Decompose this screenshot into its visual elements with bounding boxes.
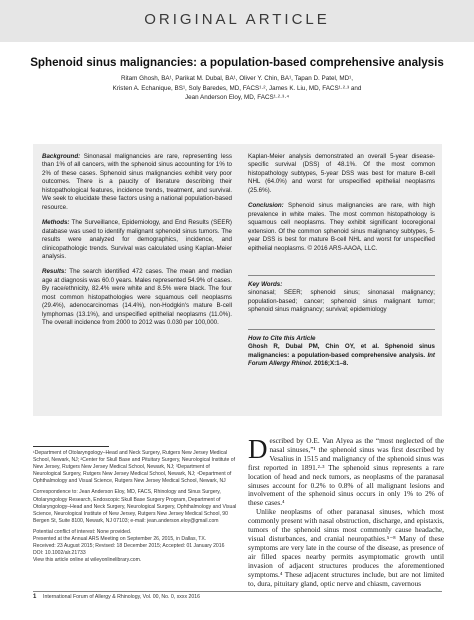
- abstract-conclusion: [248, 202, 435, 253]
- abstract-right-column: [248, 153, 435, 260]
- presented-note: Presented at the Annual ARS Meeting on September 26, 2015, in Dallas, TX.: [33, 536, 207, 543]
- body-paragraph-2: Unlike neoplasms of other paranasal sinuses, which most commonly present with nasal obstruction, discharge, and epistaxis, tumors of the sphenoid sinus most commonly cause headache, visual disturbances, and cranial neuropathies.⁵⁻⁸ Many of these symptoms are very late in the course of the disease, as presence of air filled spaces nearby permits asymptomatic growth until invasion of adjacent structures produces the aforementioned symptoms.⁴ These adjacent structures include, but are not limited to, dura, pituitary gland, optic nerve and chiasm, cavernous: [248, 507, 444, 588]
- body-paragraph-1: [248, 434, 444, 508]
- keywords-heading: Key Words:: [248, 281, 283, 288]
- author-line-3: Jean Anderson Eloy, MD, FACS¹·²·³·⁴: [184, 94, 290, 102]
- journal-footer: International Forum of Allergy & Rhinology, Vol. 00, No. 0, xxxx 2016: [43, 594, 201, 600]
- methods-heading: Methods:: [42, 219, 70, 227]
- conclusion-text: Sphenoid sinus malignancies are rare, with high prevalence in white males. The most common histopathology is squamous cell neoplasms. They exhibit significant locoregional extension. Of the common sphenoid sinus malignancy subtypes, 5-year DSS is best for mature B-cell NHL and worst for unspecified epithelial neoplasms. © 2016 ARS-AAOA, LLC.: [248, 202, 435, 252]
- online-note: View this article online at wileyonlinelibrary.com.: [33, 557, 142, 564]
- correspondence-note: Correspondence to: Jean Anderson Eloy, MD, FACS, Rhinology and Sinus Surgery, Otolaryngology Research, Endoscopic Skull Base Surgery Program, Department of Otolaryngology–Head and Neck Surgery, Neurological Surgery, Ophthalmology and Visual Science, Neurological Institute of New Jersey, Rutgers New Jersey Medical School, 90 Bergen St, Suite 8100, Newark, NJ 07103; e-mail: jean.anderson.eloy@gmail.com: [33, 489, 237, 524]
- citation-journal: Int Forum Allergy Rhinol.: [248, 351, 435, 368]
- received-note: Received: 23 August 2015; Revised: 18 December 2015; Accepted: 01 January 2016: [33, 543, 225, 550]
- footer-rule: [33, 591, 442, 592]
- citation-text: [248, 343, 435, 368]
- keywords-block: [248, 281, 435, 315]
- abstract-left-column: [42, 153, 232, 335]
- background-heading: Background:: [42, 153, 81, 160]
- results-text: The search identified 472 cases. The mean and median age at diagnosis was 60.0 years. Males represented 54.9% of cases. By race/ethnicity, 82.4% were white and 8.5% were black. The four most common histopathologies were squamous cell neoplasms (29.4%), adenocarcinomas (14.4%), non-Hodgkin's mature B-cell lymphomas (13.1%), and unspecified epithelial neoplasms (11.0%). The overall incidence from 2000 to 2012 was 0.030 per 100,000.: [42, 268, 232, 327]
- abstract-methods: [42, 219, 232, 261]
- author-line-1: Ritam Ghosh, BA¹, Parikat M. Dubal, BA¹, Oliver Y. Chin, BA¹, Tapan D. Patel, MD¹,: [120, 75, 354, 82]
- citation-authors: Ghosh R, Dubal PM, Chin OY, et al.: [248, 343, 379, 351]
- article-title: Sphenoid sinus malignancies: a population-based comprehensive analysis: [30, 56, 444, 69]
- citation-title: Sphenoid sinus malignancies: a population-based comprehensive analysis.: [248, 343, 435, 359]
- doi-note: DOI: 10.1002/alr.21733: [33, 550, 86, 557]
- methods-text: The Surveillance, Epidemiology, and End Results (SEER) database was used to identify malignant sphenoid sinus tumors. The results were analyzed for demographics, incidence, and clinicopathologic trends. Survival was calculated using Kaplan-Meier analysis.: [42, 219, 232, 260]
- citation-year: 2016;X:1–8.: [312, 360, 349, 368]
- footnotes-column: [33, 450, 238, 564]
- keywords-divider: [248, 275, 435, 276]
- conflict-note: Potential conflict of interest: None provided.: [33, 528, 132, 535]
- background-text: Sinonasal malignancies are rare, representing less than 1% of all cancers, with the sphenoid sinus accounting for 1% to 2% of these cases. Sphenoid sinus malignancies exhibit very poor outcomes. There is a paucity of literature describing their histopathological features, incidence trends, treatment, and survival. We seek to elucidate these factors using a national population-based resource.: [42, 153, 232, 211]
- author-line-2: Kristen A. Echanique, BS¹, Soly Baredes, MD, FACS¹·², James K. Liu, MD, FACS¹·²·³ and: [112, 84, 362, 92]
- page-number: 1: [33, 594, 37, 600]
- citation-heading: How to Cite this Article: [248, 335, 316, 342]
- author-list: [58, 74, 416, 103]
- citation-block: [248, 335, 435, 369]
- body-text-column: [248, 434, 444, 588]
- citation-divider: [248, 329, 435, 330]
- abstract-results-continued: Kaplan-Meier analysis demonstrated an overall 5-year disease-specific survival (DSS) of 48.1%. Of the most common histopathology subtypes, 5-year DSS was best for mature B-cell NHL (64.0%) and worst for unspecified epithelial neoplasms (25.6%).: [248, 153, 435, 194]
- abstract-background: [42, 153, 232, 212]
- abstract-results: [42, 268, 232, 327]
- article-type-band: [0, 0, 474, 42]
- affiliations-note: ¹Department of Otolaryngology–Head and Neck Surgery, Rutgers New Jersey Medical School, Newark, NJ; ²Center for Skull Base and Pituitary Surgery, Neurological Institute of New Jersey, Rutgers New Jersey Medical School, Newark, NJ; ³Department of Neurological Surgery, Rutgers New Jersey Medical School, Newark, NJ; ⁴Department of Ophthalmology and Visual Science, Rutgers New Jersey Medical School, Newark, NJ: [33, 450, 236, 485]
- article-type-label: ORIGINAL ARTICLE: [144, 11, 330, 28]
- keywords-text: sinonasal; SEER; sphenoid sinus; sinonasal malignancy; population-based; cancer; sphenoid sinus malignant tumor; sphenoid sinus malignancy; survival; epidemiology: [248, 289, 435, 314]
- results-heading: Results:: [42, 268, 67, 276]
- body-paragraph-1-text: escribed by O.E. Van Alyea as the “most neglected of the nasal sinuses,”¹ the sphenoid sinus was first described by Vesalius in 1515 and malignancy of the sphenoid sinus was first reported in 1891.²·³ The sphenoid sinus represents a rare location of head and neck tumors, as neoplasms of the paranasal sinuses account for 0.2% to 0.8% of all malignant lesions and involvement of the sphenoid sinus occurs in only 1% to 2% of these cases.⁴: [248, 436, 444, 508]
- drop-cap: D: [248, 434, 268, 464]
- conclusion-heading: Conclusion:: [248, 202, 284, 210]
- footnote-rule: [33, 446, 109, 447]
